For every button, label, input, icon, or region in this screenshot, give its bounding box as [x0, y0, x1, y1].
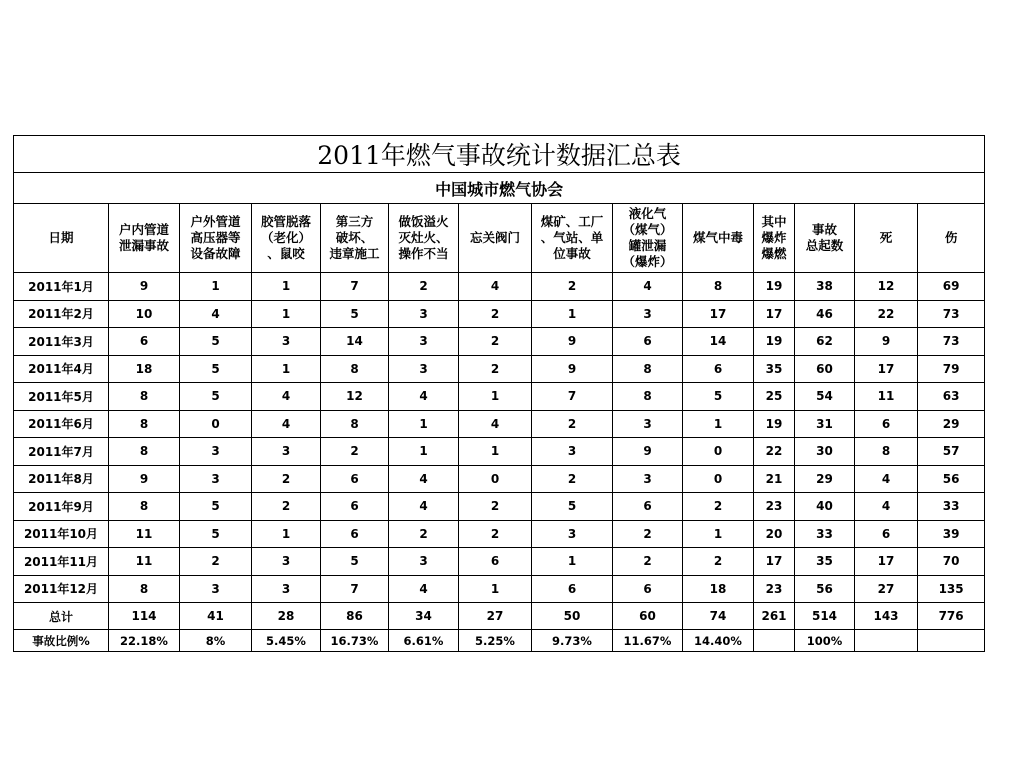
table-cell: 1 [180, 273, 252, 301]
column-header [918, 204, 985, 273]
table-cell: 2 [459, 328, 532, 356]
table-cell: 4 [459, 273, 532, 301]
table-cell: 135 [918, 575, 985, 603]
table-cell: 5 [683, 383, 754, 411]
column-header-label: 胶管脱落 （老化） 、鼠咬 [260, 214, 311, 261]
table-cell: 86 [321, 603, 389, 630]
column-header [459, 204, 532, 273]
table-row [14, 548, 985, 576]
row-label-cell: 2011年1月 [14, 273, 109, 301]
column-header-label: 煤矿、工厂 、气站、单 位事故 [540, 214, 604, 261]
table-cell: 14 [683, 328, 754, 356]
table-cell: 2 [532, 273, 613, 301]
table-cell: 2 [459, 300, 532, 328]
spreadsheet [13, 135, 984, 652]
table-cell: 3 [613, 465, 683, 493]
table-cell: 63 [918, 383, 985, 411]
table-cell: 33 [918, 493, 985, 521]
table-cell: 8 [321, 410, 389, 438]
table-cell: 2 [389, 520, 459, 548]
row-label-cell: 2011年11月 [14, 548, 109, 576]
table-cell: 23 [754, 575, 795, 603]
table-cell [754, 630, 795, 652]
table-cell: 8 [321, 355, 389, 383]
table-cell: 3 [252, 328, 321, 356]
table-cell: 2 [459, 520, 532, 548]
table-cell: 14 [321, 328, 389, 356]
table-cell: 1 [532, 300, 613, 328]
table-row [14, 520, 985, 548]
row-label-cell: 2011年8月 [14, 465, 109, 493]
table-cell: 31 [795, 410, 855, 438]
table-cell: 776 [918, 603, 985, 630]
column-header-label: 户外管道 高压器等 设备故障 [190, 214, 241, 261]
table-cell: 3 [180, 465, 252, 493]
table-cell: 6 [683, 355, 754, 383]
table-row [14, 493, 985, 521]
table-cell: 4 [252, 410, 321, 438]
table-cell: 19 [754, 273, 795, 301]
table-cell: 17 [683, 300, 754, 328]
table-cell: 3 [252, 575, 321, 603]
table-cell: 14.40% [683, 630, 754, 652]
table-cell: 2 [459, 355, 532, 383]
table-cell: 2 [180, 548, 252, 576]
table-cell: 3 [389, 300, 459, 328]
table-row [14, 328, 985, 356]
table-cell: 11 [109, 520, 180, 548]
table-cell: 6 [855, 410, 918, 438]
table-cell: 1 [459, 575, 532, 603]
table-cell: 2 [683, 548, 754, 576]
table-row [14, 273, 985, 301]
table-cell: 19 [754, 410, 795, 438]
title-row [14, 136, 985, 173]
table-cell: 8 [683, 273, 754, 301]
table-cell: 6 [532, 575, 613, 603]
table-cell: 5 [180, 383, 252, 411]
table-cell: 514 [795, 603, 855, 630]
table-cell: 6 [459, 548, 532, 576]
table-cell: 6 [613, 493, 683, 521]
table-cell: 5.25% [459, 630, 532, 652]
table-cell: 29 [918, 410, 985, 438]
table-cell: 17 [855, 548, 918, 576]
column-header [683, 204, 754, 273]
ratio-row [14, 630, 985, 652]
table-cell: 57 [918, 438, 985, 466]
table-cell: 41 [180, 603, 252, 630]
table-cell: 9 [855, 328, 918, 356]
table-cell: 22 [754, 438, 795, 466]
table-cell: 10 [109, 300, 180, 328]
table-cell: 3 [532, 520, 613, 548]
table-row [14, 300, 985, 328]
table-cell: 7 [321, 273, 389, 301]
table-cell: 3 [613, 300, 683, 328]
table-cell: 73 [918, 328, 985, 356]
table-cell: 9 [532, 328, 613, 356]
table-row [14, 465, 985, 493]
table-cell: 2 [389, 273, 459, 301]
table-cell: 0 [683, 438, 754, 466]
column-header [613, 204, 683, 273]
row-label-cell: 2011年4月 [14, 355, 109, 383]
table-cell: 35 [795, 548, 855, 576]
table-cell: 62 [795, 328, 855, 356]
table-row [14, 410, 985, 438]
table-cell: 8 [613, 355, 683, 383]
accident-stats-table [13, 135, 985, 652]
table-cell: 70 [918, 548, 985, 576]
table-cell: 12 [855, 273, 918, 301]
table-cell: 7 [321, 575, 389, 603]
row-label-cell: 2011年10月 [14, 520, 109, 548]
table-cell: 27 [855, 575, 918, 603]
table-cell: 100% [795, 630, 855, 652]
table-cell: 6.61% [389, 630, 459, 652]
table-cell: 4 [252, 383, 321, 411]
table-cell: 2 [321, 438, 389, 466]
table-cell: 0 [459, 465, 532, 493]
row-label-cell: 总计 [14, 603, 109, 630]
table-cell: 30 [795, 438, 855, 466]
table-cell: 1 [459, 438, 532, 466]
row-label-cell: 2011年12月 [14, 575, 109, 603]
table-cell: 6 [109, 328, 180, 356]
table-cell: 56 [918, 465, 985, 493]
table-cell: 4 [613, 273, 683, 301]
table-cell: 5 [321, 548, 389, 576]
table-cell: 5.45% [252, 630, 321, 652]
table-cell: 6 [855, 520, 918, 548]
table-cell: 2 [252, 493, 321, 521]
table-cell [918, 630, 985, 652]
table-cell: 18 [109, 355, 180, 383]
table-cell: 56 [795, 575, 855, 603]
column-header-label: 煤气中毒 [692, 230, 743, 245]
table-cell: 7 [532, 383, 613, 411]
column-header [795, 204, 855, 273]
table-cell: 20 [754, 520, 795, 548]
table-cell: 18 [683, 575, 754, 603]
column-header [14, 204, 109, 273]
table-cell: 5 [180, 493, 252, 521]
table-cell: 25 [754, 383, 795, 411]
table-cell: 2 [252, 465, 321, 493]
table-cell: 5 [180, 520, 252, 548]
table-cell: 34 [389, 603, 459, 630]
table-cell: 38 [795, 273, 855, 301]
row-label-cell: 2011年9月 [14, 493, 109, 521]
table-cell: 8 [109, 438, 180, 466]
organization-name: 中国城市燃气协会 [14, 173, 985, 204]
table-cell: 1 [683, 410, 754, 438]
row-label-cell: 2011年3月 [14, 328, 109, 356]
table-cell: 5 [180, 328, 252, 356]
table-cell: 1 [389, 438, 459, 466]
table-cell: 8 [109, 410, 180, 438]
table-cell: 9 [109, 273, 180, 301]
table-cell: 6 [321, 465, 389, 493]
table-cell: 6 [321, 520, 389, 548]
table-cell: 9.73% [532, 630, 613, 652]
table-cell: 5 [532, 493, 613, 521]
organization-row [14, 173, 985, 204]
row-label-cell: 2011年2月 [14, 300, 109, 328]
table-cell: 3 [613, 410, 683, 438]
table-cell: 4 [389, 575, 459, 603]
table-row [14, 355, 985, 383]
table-cell: 261 [754, 603, 795, 630]
table-cell: 9 [532, 355, 613, 383]
table-cell: 8 [109, 575, 180, 603]
table-cell: 11.67% [613, 630, 683, 652]
column-header-label: 其中 爆炸 爆燃 [761, 214, 787, 261]
column-header [321, 204, 389, 273]
column-header-label: 事故 总起数 [805, 222, 844, 253]
table-cell [855, 630, 918, 652]
table-cell: 17 [754, 548, 795, 576]
total-row [14, 603, 985, 630]
table-row [14, 575, 985, 603]
table-cell: 23 [754, 493, 795, 521]
table-cell: 28 [252, 603, 321, 630]
table-cell: 29 [795, 465, 855, 493]
table-cell: 0 [180, 410, 252, 438]
header-row [14, 204, 985, 273]
column-header [855, 204, 918, 273]
table-cell: 1 [532, 548, 613, 576]
table-cell: 5 [180, 355, 252, 383]
table-body [14, 136, 985, 652]
table-cell: 4 [389, 493, 459, 521]
column-header [754, 204, 795, 273]
table-cell: 3 [389, 548, 459, 576]
column-header-label: 第三方 破坏、 违章施工 [329, 214, 380, 261]
table-cell: 46 [795, 300, 855, 328]
table-cell: 60 [613, 603, 683, 630]
table-cell: 74 [683, 603, 754, 630]
table-cell: 3 [180, 575, 252, 603]
row-label-cell: 2011年7月 [14, 438, 109, 466]
table-cell: 8% [180, 630, 252, 652]
table-cell: 39 [918, 520, 985, 548]
row-label-cell: 2011年5月 [14, 383, 109, 411]
table-cell: 2 [532, 465, 613, 493]
table-cell: 2 [459, 493, 532, 521]
table-cell: 1 [252, 355, 321, 383]
table-cell: 22.18% [109, 630, 180, 652]
table-cell: 9 [109, 465, 180, 493]
table-cell: 6 [321, 493, 389, 521]
table-cell: 8 [109, 383, 180, 411]
table-title: 2011年燃气事故统计数据汇总表 [14, 136, 985, 173]
table-cell: 19 [754, 328, 795, 356]
table-cell: 3 [389, 328, 459, 356]
table-cell: 50 [532, 603, 613, 630]
table-cell: 6 [613, 575, 683, 603]
table-cell: 17 [855, 355, 918, 383]
table-cell: 0 [683, 465, 754, 493]
table-cell: 3 [389, 355, 459, 383]
table-cell: 2 [683, 493, 754, 521]
table-cell: 8 [855, 438, 918, 466]
table-cell: 79 [918, 355, 985, 383]
table-cell: 1 [459, 383, 532, 411]
table-cell: 114 [109, 603, 180, 630]
table-row [14, 383, 985, 411]
table-cell: 4 [180, 300, 252, 328]
table-cell: 1 [252, 273, 321, 301]
table-row [14, 438, 985, 466]
table-cell: 2 [613, 548, 683, 576]
table-cell: 33 [795, 520, 855, 548]
table-cell: 1 [252, 300, 321, 328]
table-cell: 6 [613, 328, 683, 356]
column-header-label: 日期 [48, 230, 74, 245]
table-cell: 3 [252, 548, 321, 576]
table-cell: 2 [613, 520, 683, 548]
table-cell: 5 [321, 300, 389, 328]
column-header-label: 忘关阀门 [469, 230, 520, 245]
table-cell: 3 [252, 438, 321, 466]
table-cell: 40 [795, 493, 855, 521]
table-cell: 60 [795, 355, 855, 383]
table-cell: 1 [683, 520, 754, 548]
table-cell: 73 [918, 300, 985, 328]
table-cell: 11 [855, 383, 918, 411]
table-cell: 11 [109, 548, 180, 576]
table-cell: 8 [109, 493, 180, 521]
table-cell: 3 [180, 438, 252, 466]
row-label-cell: 2011年6月 [14, 410, 109, 438]
column-header [109, 204, 180, 273]
table-cell: 54 [795, 383, 855, 411]
column-header-label: 做饭溢火 灭灶火、 操作不当 [398, 214, 449, 261]
column-header [532, 204, 613, 273]
table-cell: 143 [855, 603, 918, 630]
table-cell: 8 [613, 383, 683, 411]
table-cell: 4 [855, 493, 918, 521]
column-header [180, 204, 252, 273]
table-cell: 4 [459, 410, 532, 438]
column-header [389, 204, 459, 273]
row-label-cell: 事故比例% [14, 630, 109, 652]
table-cell: 4 [389, 465, 459, 493]
column-header-label: 液化气 （煤气） 罐泄漏 （爆炸） [622, 206, 673, 269]
table-cell: 3 [532, 438, 613, 466]
column-header-label: 死 [879, 230, 893, 245]
table-cell: 22 [855, 300, 918, 328]
table-cell: 4 [855, 465, 918, 493]
table-cell: 9 [613, 438, 683, 466]
table-cell: 17 [754, 300, 795, 328]
table-cell: 2 [532, 410, 613, 438]
column-header [252, 204, 321, 273]
table-cell: 12 [321, 383, 389, 411]
table-cell: 27 [459, 603, 532, 630]
table-cell: 1 [389, 410, 459, 438]
table-cell: 21 [754, 465, 795, 493]
table-cell: 1 [252, 520, 321, 548]
table-cell: 35 [754, 355, 795, 383]
table-cell: 69 [918, 273, 985, 301]
table-cell: 16.73% [321, 630, 389, 652]
column-header-label: 户内管道 泄漏事故 [118, 222, 169, 253]
column-header-label: 伤 [944, 230, 958, 245]
table-cell: 4 [389, 383, 459, 411]
